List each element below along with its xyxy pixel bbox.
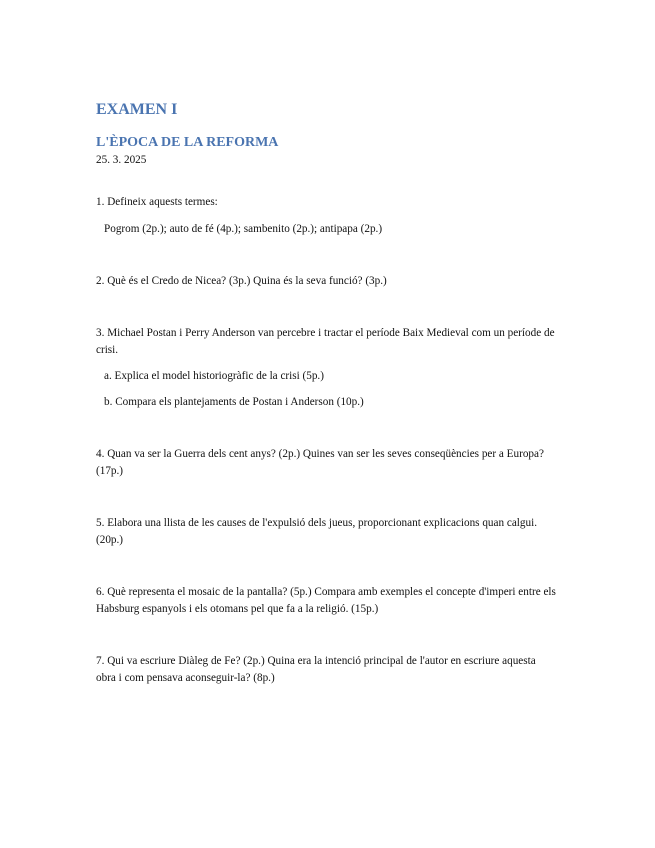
exam-title: EXAMEN I (96, 101, 178, 118)
exam-date: 25. 3. 2025 (96, 154, 147, 166)
question-3-item-a: a. Explica el model historiogràfic de la crisi (5p.) (104, 370, 324, 382)
question-3: 3. Michael Postan i Perry Anderson van percebre i tractar el període Baix Medieval com un període de crisi. (96, 327, 555, 356)
question-4: 4. Quan va ser la Guerra dels cent anys? (2p.) Quines van ser les seves conseqüències per a Europa? (17p.) (96, 448, 544, 477)
question-3-item-b: b. Compara els plantejaments de Postan i Anderson (10p.) (104, 396, 364, 408)
question-5: 5. Elabora una llista de les causes de l'expulsió dels jueus, proporcionant explicacions quan calgui. (20p.) (96, 517, 537, 546)
exam-subtitle: L'ÈPOCA DE LA REFORMA (96, 135, 279, 150)
question-7: 7. Qui va escriure Diàleg de Fe? (2p.) Quina era la intenció principal de l'autor en escriure aquesta obra i com pensava aconseguir-la? (8p.) (96, 655, 536, 684)
question-6: 6. Què representa el mosaic de la pantalla? (5p.) Compara amb exemples el concepte d'imperi entre els Habsburg espanyols i els otomans pel que fa a la religió. (15p.) (96, 586, 556, 615)
document-content (96, 100, 556, 686)
question-1: 1. Defineix aquests termes: (96, 196, 218, 208)
question-1-terms: Pogrom (2p.); auto de fé (4p.); sambenito (2p.); antipapa (2p.) (104, 222, 383, 235)
question-2: 2. Què és el Credo de Nicea? (3p.) Quina és la seva funció? (3p.) (96, 274, 387, 287)
